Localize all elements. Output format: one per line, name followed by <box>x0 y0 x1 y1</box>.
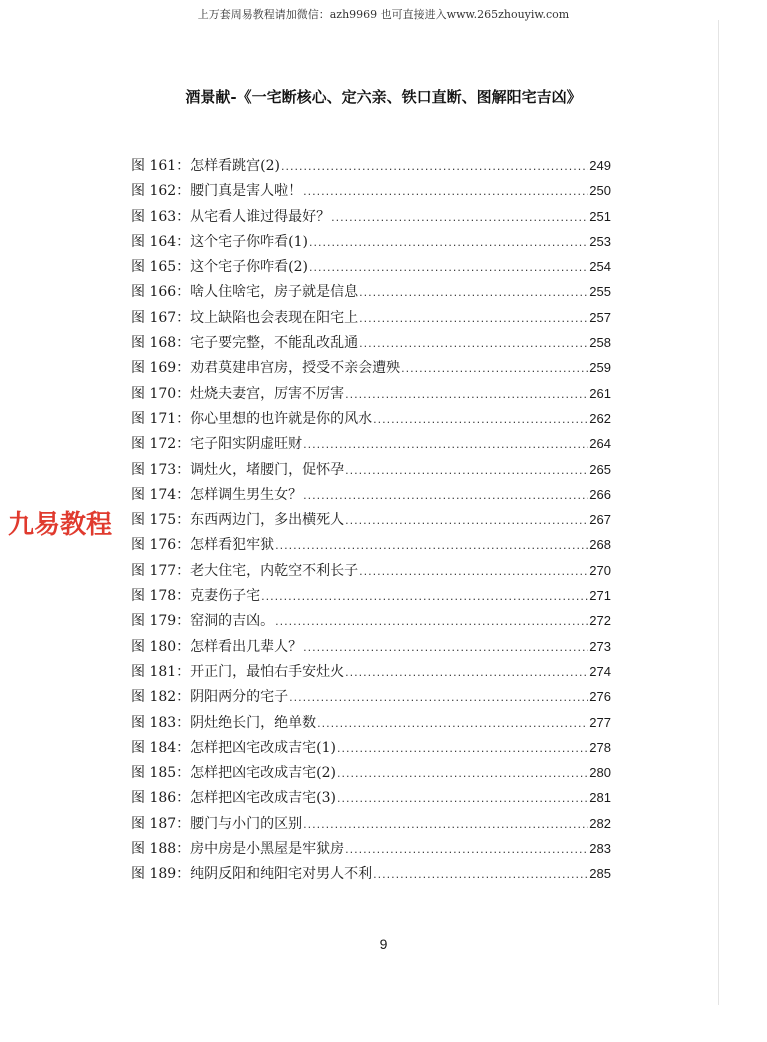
watermark-logo: 九易教程 <box>6 504 114 541</box>
toc-page-number: 261 <box>589 385 611 401</box>
toc-page-number: 283 <box>589 841 611 857</box>
toc-figure-number: 图 166： <box>131 284 191 301</box>
toc-figure-number: 图 186： <box>131 790 191 807</box>
toc-entry <box>131 305 611 330</box>
toc-page-number: 276 <box>589 689 611 705</box>
toc-figure-number: 图 175： <box>131 512 191 529</box>
toc-dot-leader <box>303 432 588 456</box>
toc-dot-leader <box>303 635 588 659</box>
page-number: 9 <box>379 936 388 952</box>
toc-entry-title: 这个宅子你咋看(2) <box>190 259 309 276</box>
toc-entry <box>131 457 611 482</box>
toc-dot-leader <box>303 812 588 836</box>
toc-dot-leader <box>359 559 588 583</box>
toc-figure-number: 图 184： <box>131 739 191 756</box>
toc-figure-number: 图 164： <box>131 233 191 250</box>
toc-dot-leader <box>261 584 588 608</box>
toc-dot-leader <box>373 407 588 431</box>
toc-dot-leader <box>345 660 588 684</box>
toc-entry <box>131 204 611 229</box>
toc-dot-leader <box>289 685 588 709</box>
toc-figure-number: 图 167： <box>131 309 191 326</box>
toc-figure-number: 图 182： <box>131 689 191 706</box>
toc-page-number: 272 <box>589 613 611 629</box>
toc-entry-title: 宅子要完整，不能乱改乱通 <box>190 335 359 352</box>
toc-dot-leader <box>337 786 588 810</box>
toc-entry-title: 阴灶绝长门，绝单数 <box>190 714 317 731</box>
toc-figure-number: 图 172： <box>131 436 191 453</box>
toc-entry-title: 怎样把凶宅改成吉宅(2) <box>190 765 337 782</box>
toc-entry-title: 怎样把凶宅改成吉宅(3) <box>190 790 337 807</box>
toc-figure-number: 图 168： <box>131 335 191 352</box>
toc-figure-number: 图 174： <box>131 486 191 503</box>
toc-entry <box>131 330 611 355</box>
toc-entry-title: 怎样看跳宫(2) <box>190 158 281 174</box>
toc-entry-title: 腰门与小门的区别 <box>190 815 303 832</box>
toc-figure-number: 图 173： <box>131 461 191 478</box>
toc-entry <box>131 811 611 836</box>
toc-figure-number: 图 181： <box>131 663 191 680</box>
toc-figure-number: 图 185： <box>131 765 191 782</box>
toc-entry <box>131 532 611 557</box>
toc-entry-title: 克妻伤子宅 <box>190 588 261 605</box>
toc-entry <box>131 482 611 507</box>
toc-entry <box>131 431 611 456</box>
toc-entry-title: 东西两边门，多出横死人 <box>190 512 345 529</box>
toc-dot-leader <box>401 356 588 380</box>
toc-entry-title: 老大住宅，内乾空不利长子 <box>190 562 359 579</box>
toc-figure-number: 图 163： <box>131 208 191 225</box>
toc-entry-title: 纯阴反阳和纯阳宅对男人不利 <box>190 866 373 883</box>
toc-dot-leader <box>275 609 588 633</box>
toc-page-number: 258 <box>589 335 611 351</box>
toc-entry-title: 这个宅子你咋看(1) <box>190 233 309 250</box>
toc-entry-title: 怎样调生男生女？ <box>190 486 303 503</box>
toc-dot-leader <box>281 154 588 178</box>
toc-page-number: 249 <box>589 158 611 173</box>
toc-entry-title: 宅子阳实阴虚旺财 <box>190 436 303 453</box>
toc-entry <box>131 178 611 203</box>
toc-figure-number: 图 165： <box>131 259 191 276</box>
toc-entry <box>131 254 611 279</box>
toc-page-number: 270 <box>589 562 611 578</box>
toc-page-number: 274 <box>589 663 611 679</box>
toc-entry-title: 阴阳两分的宅子 <box>190 689 289 706</box>
toc-dot-leader <box>337 736 588 760</box>
toc-dot-leader <box>337 761 588 785</box>
toc-figure-number: 图 170： <box>131 385 191 402</box>
toc-entry <box>131 153 611 178</box>
toc-page-number: 271 <box>589 588 611 604</box>
toc-entry <box>131 507 611 532</box>
toc-entry <box>131 684 611 709</box>
toc-entry <box>131 381 611 406</box>
toc-entry <box>131 785 611 810</box>
toc-figure-number: 图 176： <box>131 537 191 554</box>
toc-entry <box>131 710 611 735</box>
toc-entry-title: 怎样把凶宅改成吉宅(1) <box>190 739 337 756</box>
toc-entry <box>131 861 611 886</box>
toc-page-number: 250 <box>589 183 611 199</box>
toc-dot-leader <box>359 331 588 355</box>
toc-dot-leader <box>345 458 588 482</box>
toc-page-number: 262 <box>589 410 611 426</box>
toc-dot-leader <box>309 255 588 279</box>
toc-entry-title: 怎样看出几辈人？ <box>190 638 303 655</box>
toc-page-number: 265 <box>589 461 611 477</box>
book-title: 酒景献-《一宅断核心、定六亲、铁口直断、图解阳宅吉凶》 <box>185 88 582 106</box>
toc-page-number: 259 <box>589 360 611 376</box>
toc-page-number: 266 <box>589 486 611 502</box>
toc-entry <box>131 583 611 608</box>
toc-page-number: 255 <box>589 284 611 300</box>
toc-entry-title: 怎样看犯牢狱 <box>190 537 275 554</box>
toc-entry-title: 灶烧夫妻宫，厉害不厉害 <box>190 385 345 402</box>
toc-entry <box>131 355 611 380</box>
toc-entry-title: 劝君莫建串宫房，授受不亲会遭殃 <box>190 360 401 377</box>
toc-page-number: 267 <box>589 512 611 528</box>
toc-entry-title: 你心里想的也许就是你的风水 <box>190 410 373 427</box>
toc-dot-leader <box>345 837 588 861</box>
toc-entry <box>131 406 611 431</box>
toc-entry <box>131 735 611 760</box>
toc-entry-title: 从宅看人谁过得最好？ <box>190 208 331 225</box>
toc-dot-leader <box>309 230 588 254</box>
toc-page-number: 257 <box>589 309 611 325</box>
toc-figure-number: 图 161： <box>131 158 191 174</box>
toc-dot-leader <box>373 862 588 886</box>
toc-dot-leader <box>331 205 588 229</box>
toc-page-number: 280 <box>589 765 611 781</box>
toc-entry <box>131 279 611 304</box>
toc-figure-number: 图 169： <box>131 360 191 377</box>
toc-entry-title: 坟上缺陷也会表现在阳宅上 <box>190 309 359 326</box>
page-edge-divider <box>718 20 719 1005</box>
toc-entry <box>131 229 611 254</box>
toc-entry-title: 开正门，最怕右手安灶火 <box>190 663 345 680</box>
toc-figure-number: 图 162： <box>131 183 191 200</box>
table-of-contents <box>131 153 611 887</box>
toc-figure-number: 图 183： <box>131 714 191 731</box>
toc-page-number: 254 <box>589 259 611 275</box>
toc-entry <box>131 659 611 684</box>
toc-page-number: 268 <box>589 537 611 553</box>
toc-figure-number: 图 177： <box>131 562 191 579</box>
toc-page-number: 277 <box>589 714 611 730</box>
toc-entry-title: 窑洞的吉凶。 <box>190 613 275 630</box>
toc-figure-number: 图 171： <box>131 410 191 427</box>
toc-entry-title: 腰门真是害人啦！ <box>190 183 303 200</box>
toc-figure-number: 图 178： <box>131 588 191 605</box>
toc-page-number: 278 <box>589 739 611 755</box>
toc-page-number: 282 <box>589 815 611 831</box>
toc-dot-leader <box>303 483 588 507</box>
toc-dot-leader <box>345 508 588 532</box>
toc-figure-number: 图 188： <box>131 841 191 858</box>
toc-entry-title: 调灶火，堵腰门，促怀孕 <box>190 461 345 478</box>
toc-page-number: 253 <box>589 233 611 249</box>
toc-dot-leader <box>359 306 588 330</box>
toc-figure-number: 图 187： <box>131 815 191 832</box>
toc-entry <box>131 760 611 785</box>
toc-page-number: 281 <box>589 790 611 806</box>
toc-figure-number: 图 180： <box>131 638 191 655</box>
toc-figure-number: 图 179： <box>131 613 191 630</box>
toc-entry <box>131 608 611 633</box>
toc-page-number: 264 <box>589 436 611 452</box>
toc-page-number: 285 <box>589 866 611 882</box>
toc-entry-title: 房中房是小黑屋是牢狱房 <box>190 841 345 858</box>
toc-dot-leader <box>303 179 588 203</box>
toc-figure-number: 图 189： <box>131 866 191 883</box>
toc-dot-leader <box>359 280 588 304</box>
toc-entry <box>131 634 611 659</box>
toc-page-number: 273 <box>589 638 611 654</box>
toc-entry <box>131 558 611 583</box>
toc-dot-leader <box>317 711 588 735</box>
header-note: 上万套周易教程请加微信：azh9969 也可直接进入www.265zhouyiw.com <box>197 8 570 21</box>
toc-dot-leader <box>275 533 588 557</box>
toc-entry-title: 啥人住啥宅，房子就是信息 <box>190 284 359 301</box>
toc-page-number: 251 <box>589 208 611 224</box>
toc-dot-leader <box>345 382 588 406</box>
toc-entry <box>131 836 611 861</box>
